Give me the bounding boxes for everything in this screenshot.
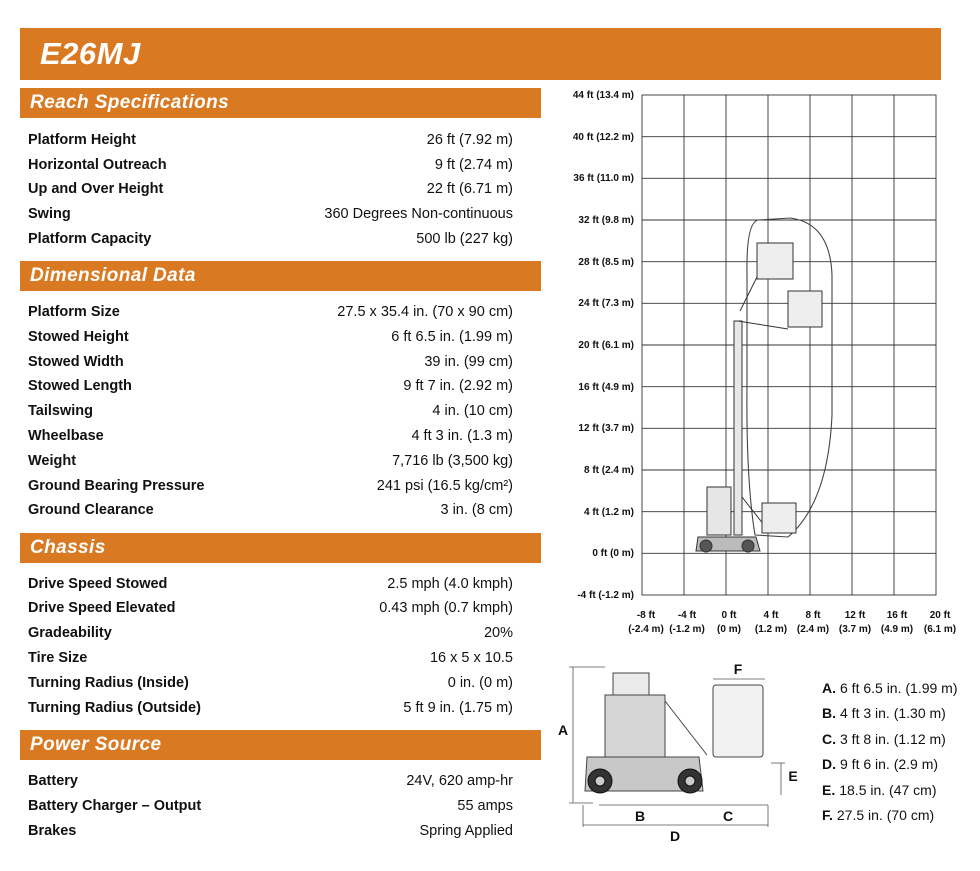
x-tick-label: (6.1 m) bbox=[923, 624, 957, 635]
spec-label: Drive Speed Stowed bbox=[28, 576, 168, 592]
spec-value: 241 psi (16.5 kg/cm²) bbox=[376, 478, 513, 494]
spec-label: Weight bbox=[28, 453, 77, 469]
spec-row bbox=[28, 424, 513, 448]
dimension-legend-item bbox=[822, 777, 958, 803]
x-tick-label: (0 m) bbox=[717, 624, 741, 635]
spec-row bbox=[28, 474, 513, 498]
spec-label: Platform Height bbox=[28, 132, 136, 148]
spec-value: 3 in. (8 cm) bbox=[440, 502, 513, 518]
spec-row bbox=[28, 374, 513, 398]
spec-label: Ground Clearance bbox=[28, 502, 154, 518]
spec-row bbox=[28, 621, 513, 645]
diagram-wheel-rear-hub bbox=[595, 776, 605, 786]
y-tick-label: 28 ft (8.5 m) bbox=[578, 257, 634, 268]
spec-label: Turning Radius (Outside) bbox=[28, 700, 201, 716]
x-tick-label: 16 ft bbox=[886, 610, 908, 621]
spec-label: Battery bbox=[28, 773, 78, 789]
spec-row bbox=[28, 325, 513, 349]
spec-value: 39 in. (99 cm) bbox=[424, 354, 513, 370]
spec-row bbox=[28, 572, 513, 596]
spec-value: 24V, 620 amp-hr bbox=[406, 773, 513, 789]
dimension-letter-e: E bbox=[788, 768, 798, 784]
spec-row bbox=[28, 646, 513, 670]
spec-label: Stowed Width bbox=[28, 354, 124, 370]
spec-value: 9 ft (2.74 m) bbox=[434, 157, 513, 173]
spec-value: 0 in. (0 m) bbox=[447, 675, 513, 691]
spec-value: 16 x 5 x 10.5 bbox=[429, 650, 513, 666]
spec-value: 7,716 lb (3,500 kg) bbox=[392, 453, 513, 469]
spec-row bbox=[28, 177, 513, 201]
section-heading-chassis: Chassis bbox=[20, 533, 541, 563]
lift-jib-mid bbox=[738, 321, 788, 329]
dimension-legend-item bbox=[822, 726, 958, 752]
spec-value: 22 ft (6.71 m) bbox=[426, 181, 513, 197]
spec-row bbox=[28, 350, 513, 374]
lift-platform-low bbox=[762, 503, 796, 533]
spec-row bbox=[28, 227, 513, 251]
spec-row bbox=[28, 696, 513, 720]
dimension-value: 9 ft 6 in. (2.9 m) bbox=[840, 756, 939, 773]
dimension-letter-d: D bbox=[669, 828, 681, 844]
y-tick-label: 16 ft (4.9 m) bbox=[578, 382, 634, 393]
diagram-lift-illustration bbox=[585, 673, 763, 791]
spec-label: Platform Capacity bbox=[28, 231, 152, 247]
diagram-body bbox=[605, 695, 665, 763]
spec-value: Spring Applied bbox=[419, 823, 513, 839]
y-tick-label: 4 ft (1.2 m) bbox=[583, 507, 634, 518]
dimension-letter-f: F bbox=[733, 661, 743, 677]
dimension-key: F. bbox=[822, 807, 833, 824]
dimension-value: 3 ft 8 in. (1.12 m) bbox=[840, 730, 946, 747]
x-tick-label: (4.9 m) bbox=[880, 624, 914, 635]
x-tick-label: 4 ft bbox=[763, 610, 779, 621]
spec-label: Stowed Height bbox=[28, 329, 129, 345]
dimension-value: 4 ft 3 in. (1.30 m) bbox=[840, 705, 946, 722]
spec-label: Stowed Length bbox=[28, 378, 132, 394]
dimension-key: E. bbox=[822, 781, 836, 798]
spec-row bbox=[28, 153, 513, 177]
stowed-dimension-diagram bbox=[553, 655, 813, 845]
x-tick-label: 20 ft bbox=[929, 610, 951, 621]
spec-value: 360 Degrees Non-continuous bbox=[324, 206, 513, 222]
lift-wheel-front bbox=[742, 540, 754, 552]
dimension-key: B. bbox=[822, 705, 836, 722]
x-tick-label: (-1.2 m) bbox=[669, 624, 705, 635]
x-tick-label: 12 ft bbox=[844, 610, 866, 621]
dimension-value: 27.5 in. (70 cm) bbox=[836, 807, 935, 824]
spec-value: 500 lb (227 kg) bbox=[416, 231, 513, 247]
x-tick-label: -8 ft bbox=[636, 610, 656, 621]
spec-row bbox=[28, 399, 513, 423]
lift-platform-mid bbox=[788, 291, 822, 327]
dimension-key: C. bbox=[822, 730, 836, 747]
spec-value: 0.43 mph (0.7 kmph) bbox=[379, 600, 513, 616]
section-heading-power: Power Source bbox=[20, 730, 541, 760]
dimension-value: 18.5 in. (47 cm) bbox=[839, 781, 937, 798]
spec-row bbox=[28, 769, 513, 793]
spec-value: 9 ft 7 in. (2.92 m) bbox=[403, 378, 513, 394]
y-tick-label: 44 ft (13.4 m) bbox=[572, 90, 634, 101]
x-tick-label: -4 ft bbox=[677, 610, 697, 621]
dimension-letter-b: B bbox=[634, 808, 646, 824]
spec-value: 26 ft (7.92 m) bbox=[426, 132, 513, 148]
spec-label: Horizontal Outreach bbox=[28, 157, 167, 173]
spec-row bbox=[28, 300, 513, 324]
y-tick-label: 40 ft (12.2 m) bbox=[572, 132, 634, 143]
spec-value: 4 ft 3 in. (1.3 m) bbox=[411, 428, 513, 444]
page-title: E26MJ bbox=[40, 36, 141, 71]
lift-mast bbox=[734, 321, 742, 535]
dimension-key: D. bbox=[822, 756, 836, 773]
y-tick-label: 24 ft (7.3 m) bbox=[578, 298, 634, 309]
diagram-jib bbox=[665, 701, 707, 755]
spec-row bbox=[28, 202, 513, 226]
spec-value: 6 ft 6.5 in. (1.99 m) bbox=[391, 329, 513, 345]
x-tick-label: 0 ft bbox=[721, 610, 737, 621]
dimension-legend-item bbox=[822, 675, 958, 701]
y-tick-label: 12 ft (3.7 m) bbox=[578, 423, 634, 434]
spec-label: Turning Radius (Inside) bbox=[28, 675, 189, 691]
diagram-wheel-front-hub bbox=[685, 776, 695, 786]
lift-jib-high bbox=[740, 275, 758, 311]
spec-value: 5 ft 9 in. (1.75 m) bbox=[403, 700, 513, 716]
spec-label: Swing bbox=[28, 206, 71, 222]
spec-value: 20% bbox=[483, 625, 513, 641]
dimension-legend-item bbox=[822, 701, 958, 727]
reach-envelope-chart bbox=[560, 85, 965, 645]
spec-label: Gradeability bbox=[28, 625, 112, 641]
diagram-platform bbox=[713, 685, 763, 757]
y-tick-label: -4 ft (-1.2 m) bbox=[577, 590, 634, 601]
y-tick-label: 32 ft (9.8 m) bbox=[578, 215, 634, 226]
spec-value: 27.5 x 35.4 in. (70 x 90 cm) bbox=[337, 304, 513, 320]
spec-label: Tire Size bbox=[28, 650, 88, 666]
spec-row bbox=[28, 596, 513, 620]
spec-value: 4 in. (10 cm) bbox=[432, 403, 513, 419]
section-heading-dimensional: Dimensional Data bbox=[20, 261, 541, 291]
x-tick-label: (1.2 m) bbox=[754, 624, 788, 635]
y-tick-label: 36 ft (11.0 m) bbox=[573, 173, 634, 184]
spec-label: Drive Speed Elevated bbox=[28, 600, 176, 616]
lift-illustration bbox=[696, 243, 822, 552]
dimension-legend-item bbox=[822, 752, 958, 778]
dimension-letter-a: A bbox=[557, 722, 569, 738]
y-tick-label: 8 ft (2.4 m) bbox=[583, 465, 634, 476]
spec-row bbox=[28, 449, 513, 473]
dimension-legend-item bbox=[822, 803, 958, 829]
dimension-letter-c: C bbox=[722, 808, 734, 824]
spec-label: Up and Over Height bbox=[28, 181, 164, 197]
x-tick-label: (-2.4 m) bbox=[628, 624, 664, 635]
lift-platform-high bbox=[757, 243, 793, 279]
x-tick-label: (2.4 m) bbox=[796, 624, 830, 635]
spec-row bbox=[28, 671, 513, 695]
section-heading-reach: Reach Specifications bbox=[20, 88, 541, 118]
x-tick-label: (3.7 m) bbox=[838, 624, 872, 635]
spec-value: 2.5 mph (4.0 kmph) bbox=[387, 576, 513, 592]
spec-row bbox=[28, 819, 513, 843]
x-tick-label: 8 ft bbox=[805, 610, 821, 621]
lift-counterweight bbox=[707, 487, 731, 535]
spec-label: Battery Charger – Output bbox=[28, 798, 202, 814]
spec-row bbox=[28, 128, 513, 152]
spec-label: Brakes bbox=[28, 823, 77, 839]
dimension-value: 6 ft 6.5 in. (1.99 m) bbox=[840, 679, 958, 696]
spec-row bbox=[28, 794, 513, 818]
lift-wheel-rear bbox=[700, 540, 712, 552]
spec-row bbox=[28, 498, 513, 522]
spec-label: Ground Bearing Pressure bbox=[28, 478, 205, 494]
spec-label: Tailswing bbox=[28, 403, 93, 419]
spec-label: Wheelbase bbox=[28, 428, 104, 444]
y-tick-label: 20 ft (6.1 m) bbox=[578, 340, 634, 351]
spec-label: Platform Size bbox=[28, 304, 120, 320]
dimension-key: A. bbox=[822, 679, 836, 696]
title-bar bbox=[20, 28, 941, 80]
spec-value: 55 amps bbox=[457, 798, 513, 814]
dimension-legend bbox=[822, 675, 958, 828]
y-tick-label: 0 ft (0 m) bbox=[592, 548, 634, 559]
